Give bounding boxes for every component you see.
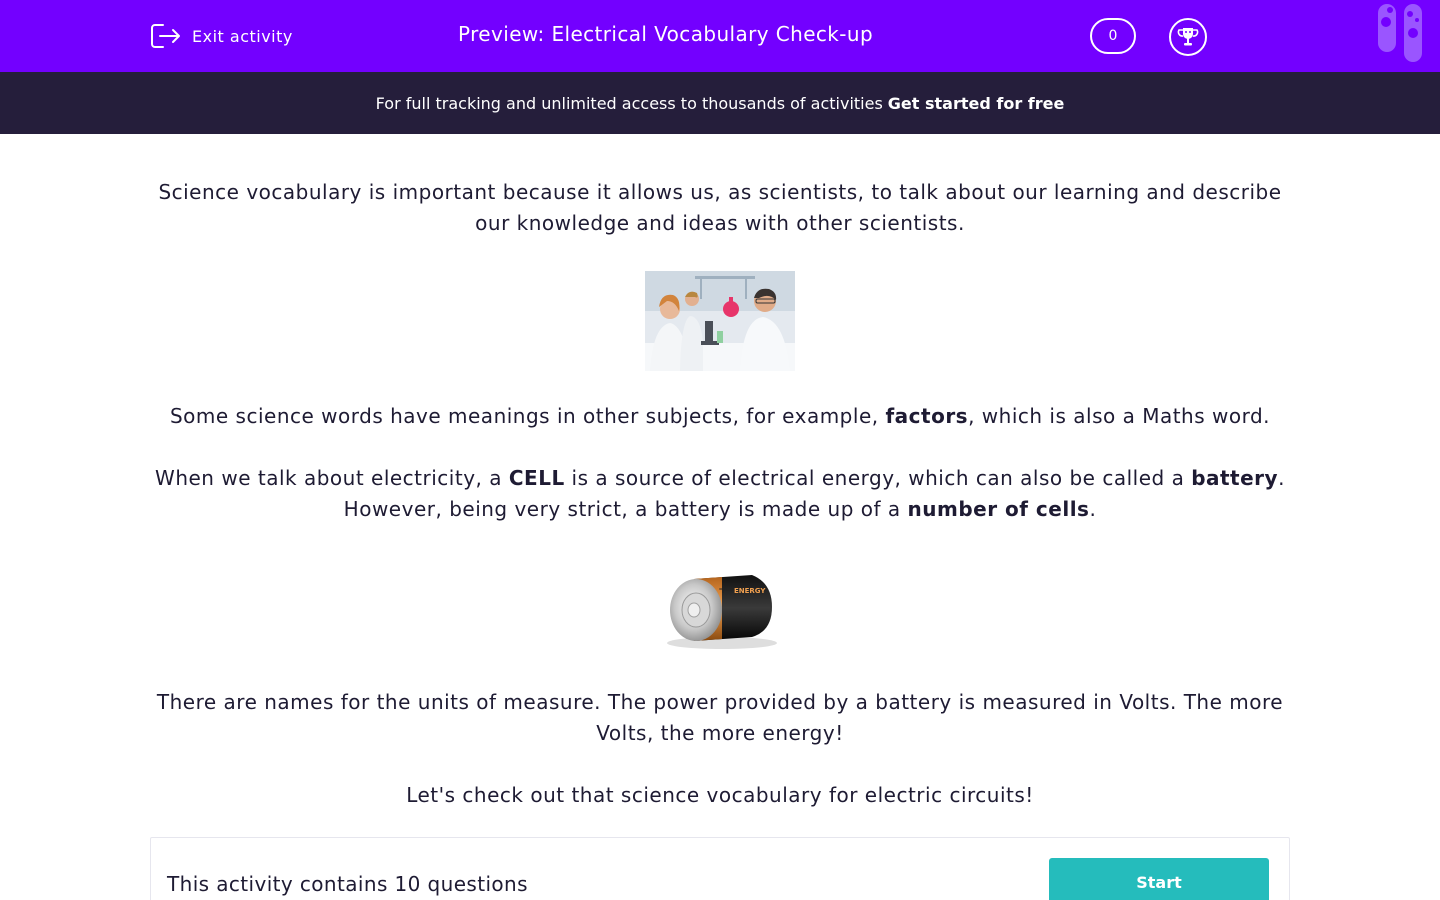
intro-paragraph-3 <box>150 463 1290 525</box>
intro-paragraph-1: Science vocabulary is important because it allows us, as scientists, to talk about our learning and describe our knowledge and ideas with other scientists. <box>158 180 1282 235</box>
text-span: . However, being very strict, a battery is made up of a <box>343 466 1285 521</box>
text-span: Some science words have meanings in other subjects, for example, <box>169 404 886 428</box>
text-span: is a source of electrical energy, which can also be called a <box>564 466 1192 490</box>
scientists-lab-image <box>645 271 795 371</box>
exit-activity-button[interactable] <box>150 22 293 50</box>
exit-icon <box>150 22 182 50</box>
bold-term-battery: battery <box>1191 466 1279 490</box>
test-tubes-logo <box>1372 0 1432 64</box>
battery-image <box>660 565 780 655</box>
trophy-button[interactable] <box>1169 18 1207 56</box>
bold-term-number-of-cells: number of cells <box>907 497 1090 521</box>
text-span: , which is also a Maths word. <box>968 404 1271 428</box>
banner-text: For full tracking and unlimited access to thousands of activities <box>375 93 883 113</box>
intro-paragraph-4: There are names for the units of measure. The power provided by a battery is measured in Volts. The more Volts, the more energy! <box>156 690 1284 745</box>
bold-term-cell: CELL <box>508 466 565 490</box>
top-bar <box>0 0 1440 72</box>
upsell-banner <box>0 72 1440 134</box>
question-count: This activity contains 10 questions <box>167 872 528 896</box>
page-title: Preview: Electrical Vocabulary Check-up <box>458 22 874 46</box>
exit-label: Exit activity <box>192 26 293 46</box>
start-button[interactable]: Start <box>1049 858 1269 900</box>
battery-label: ENERGY <box>734 587 766 595</box>
score-badge: 0 <box>1090 18 1136 54</box>
text-span: . <box>1089 497 1097 521</box>
text-span: When we talk about electricity, a <box>155 466 509 490</box>
plus-sign: + <box>718 582 729 596</box>
intro-paragraph-2 <box>150 401 1290 432</box>
intro-paragraph-5: Let's check out that science vocabulary for electric circuits! <box>406 783 1034 807</box>
bold-term-factors: factors <box>885 404 969 428</box>
get-started-link[interactable]: Get started for free <box>887 93 1065 113</box>
trophy-icon <box>1176 25 1200 49</box>
activity-info-card <box>150 837 1290 900</box>
